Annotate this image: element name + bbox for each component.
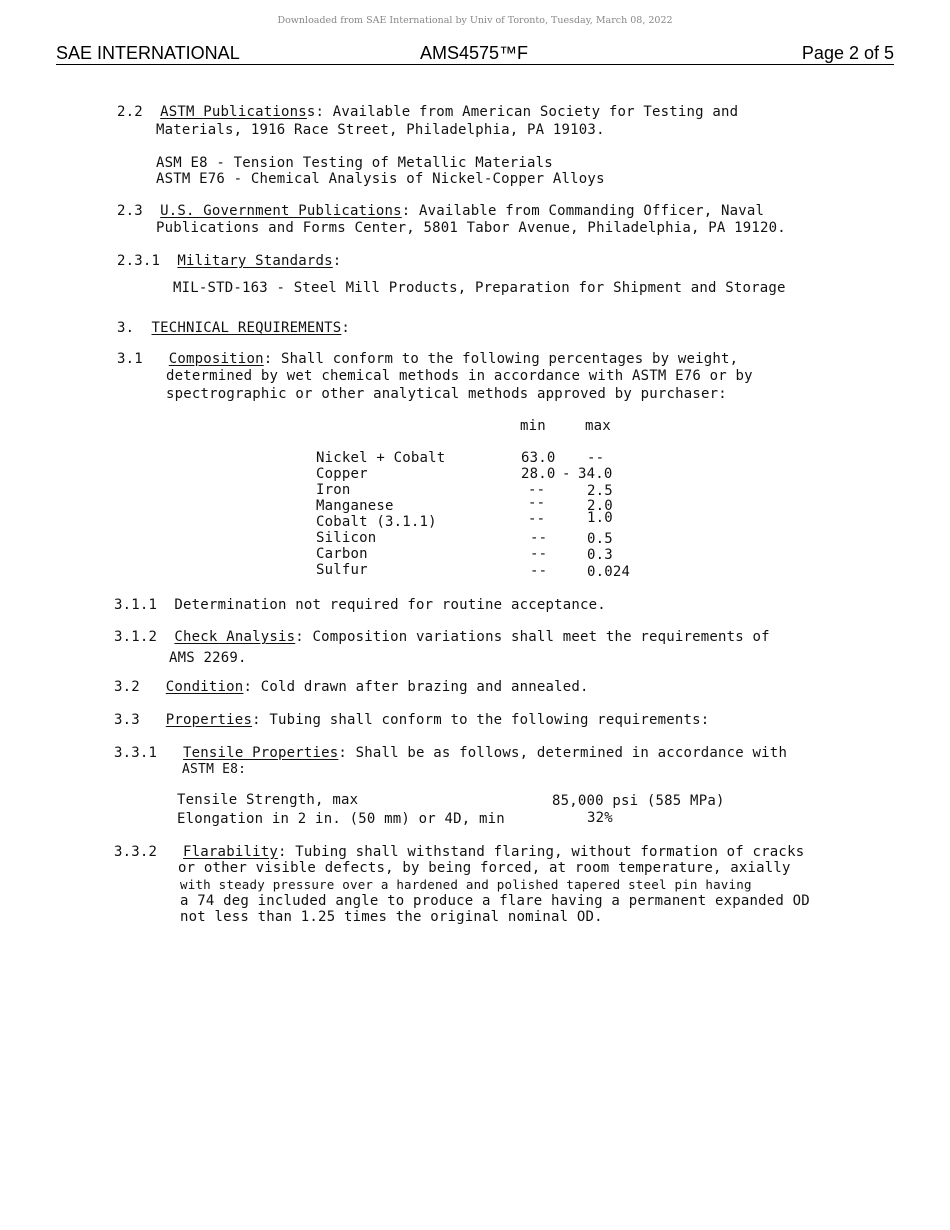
table-header-min: min: [520, 418, 546, 434]
section-3-1-1: [114, 597, 606, 613]
header-organization: SAE INTERNATIONAL: [56, 43, 240, 63]
section-2-3-line2: Publications and Forms Center, 5801 Tabor Avenue, Philadelphia, PA 19120.: [156, 220, 786, 236]
section-3-3-2-line3: with steady pressure over a hardened and polished tapered steel pin having: [180, 877, 752, 892]
section-number: 3.1: [117, 351, 143, 367]
table-row-min: --: [530, 563, 548, 579]
table-row-element: Silicon: [316, 530, 377, 546]
table-row-max: 34.0: [578, 466, 613, 482]
section-number: 2.3.1: [117, 253, 161, 269]
section-number: 3.: [117, 320, 135, 336]
table-row-element: Copper: [316, 466, 368, 482]
section-3-heading: [117, 320, 350, 336]
download-notice: Downloaded from SAE International by Univ of Toronto, Tuesday, March 08, 2022: [277, 15, 673, 26]
section-3-3-2-line1: [114, 844, 804, 860]
section-title: Properties: [165, 712, 253, 728]
section-title: U.S. Government Publications: [160, 203, 402, 219]
table-row-element: Nickel + Cobalt: [316, 450, 446, 466]
header-rule: [56, 64, 894, 65]
section-title: Military Standards: [177, 253, 333, 269]
table-row-max: 2.5: [587, 483, 613, 499]
section-3-3: [114, 712, 709, 728]
table-row-min: --: [530, 546, 548, 562]
property-value: 32%: [587, 810, 613, 826]
section-number: 3.3.1: [114, 745, 158, 761]
section-text: : Tubing shall conform to the following requirements:: [252, 712, 710, 728]
section-number: 3.3.2: [114, 844, 158, 860]
table-row-element: Carbon: [316, 546, 368, 562]
table-row-min: 63.0: [521, 450, 556, 466]
table-row-max: 0.5: [587, 531, 613, 547]
section-title: Check Analysis: [174, 629, 296, 645]
section-number: 3.2: [114, 679, 140, 695]
table-header-max: max: [585, 418, 611, 434]
section-2-2-line1: [117, 104, 738, 120]
section-number: 3.1.1: [114, 597, 158, 613]
section-2-3-line1: [117, 203, 764, 219]
header-page-number: Page 2 of 5: [801, 43, 894, 63]
section-title: Flarability: [183, 844, 278, 860]
table-row-min: --: [530, 530, 548, 546]
section-title: ASTM Publications: [160, 104, 307, 120]
table-row-range-dash: -: [562, 466, 571, 482]
section-3-3-1-line2: ASTM E8:: [182, 762, 247, 777]
section-text: s: Available from American Society for Testing and: [306, 104, 739, 120]
section-3-3-2-line2: or other visible defects, by being forced, at room temperature, axially: [178, 860, 791, 876]
section-number: 3.1.2: [114, 629, 158, 645]
property-label: Elongation in 2 in. (50 mm) or 4D, min: [177, 811, 505, 827]
reference-item: ASM E8 - Tension Testing of Metallic Materials: [156, 155, 553, 171]
section-text: : Shall be as follows, determined in accordance with: [338, 745, 788, 761]
section-3-1-2-line2: AMS 2269.: [169, 650, 247, 666]
table-row-max: --: [587, 450, 605, 466]
table-row-max: 2.0: [587, 498, 613, 514]
table-row-max: 0.024: [587, 564, 631, 580]
section-text: : Tubing shall withstand flaring, without formation of cracks: [277, 844, 805, 860]
section-3-1-line1: [117, 351, 738, 367]
section-3-3-2-line5: not less than 1.25 times the original nominal OD.: [180, 909, 603, 925]
table-row-element: Cobalt (3.1.1): [316, 514, 437, 530]
property-value: 85,000 psi (585 MPa): [552, 793, 725, 809]
table-row-element: Manganese: [316, 498, 394, 514]
section-3-1-line3: spectrographic or other analytical methods approved by purchaser:: [166, 386, 727, 402]
table-row-element: Sulfur: [316, 562, 368, 578]
section-title: Condition: [165, 679, 244, 695]
table-row-element: Iron: [316, 482, 351, 498]
table-row-min: --: [528, 495, 546, 511]
section-text: :: [341, 320, 351, 336]
table-row-max: 1.0: [587, 510, 613, 526]
table-row-min: 28.0: [521, 466, 556, 482]
section-3-1-2-line1: [114, 629, 770, 645]
section-text: :: [332, 253, 342, 269]
section-3-3-1-line1: [114, 745, 787, 761]
table-row-min: --: [528, 511, 546, 527]
property-label: Tensile Strength, max: [177, 792, 359, 808]
table-row-max: 0.3: [587, 547, 613, 563]
section-3-1-line2: determined by wet chemical methods in accordance with ASTM E76 or by: [166, 368, 753, 384]
section-text: : Available from Commanding Officer, Naval: [401, 203, 765, 219]
section-3-2: [114, 679, 589, 695]
section-2-2-line2: Materials, 1916 Race Street, Philadelphia, PA 19103.: [156, 122, 605, 138]
section-title: TECHNICAL REQUIREMENTS: [151, 320, 342, 336]
section-text: : Cold drawn after brazing and annealed.: [243, 679, 589, 695]
reference-item: ASTM E76 - Chemical Analysis of Nickel-Copper Alloys: [156, 171, 605, 187]
section-number: 2.2: [117, 104, 143, 120]
section-text: : Composition variations shall meet the requirements of: [295, 629, 770, 645]
section-title: Tensile Properties: [183, 745, 339, 761]
section-text: Determination not required for routine acceptance.: [174, 597, 606, 613]
section-title: Composition: [168, 351, 264, 367]
section-text: : Shall conform to the following percentages by weight,: [263, 351, 739, 367]
table-row-min: --: [528, 482, 546, 498]
section-number: 3.3: [114, 712, 140, 728]
section-number: 2.3: [117, 203, 143, 219]
military-standard-item: MIL-STD-163 - Steel Mill Products, Preparation for Shipment and Storage: [173, 280, 786, 296]
section-2-3-1-heading: [117, 253, 341, 269]
header-document-number: AMS4575™F: [420, 43, 529, 63]
section-3-3-2-line4: a 74 deg included angle to produce a flare having a permanent expanded OD: [180, 893, 810, 909]
